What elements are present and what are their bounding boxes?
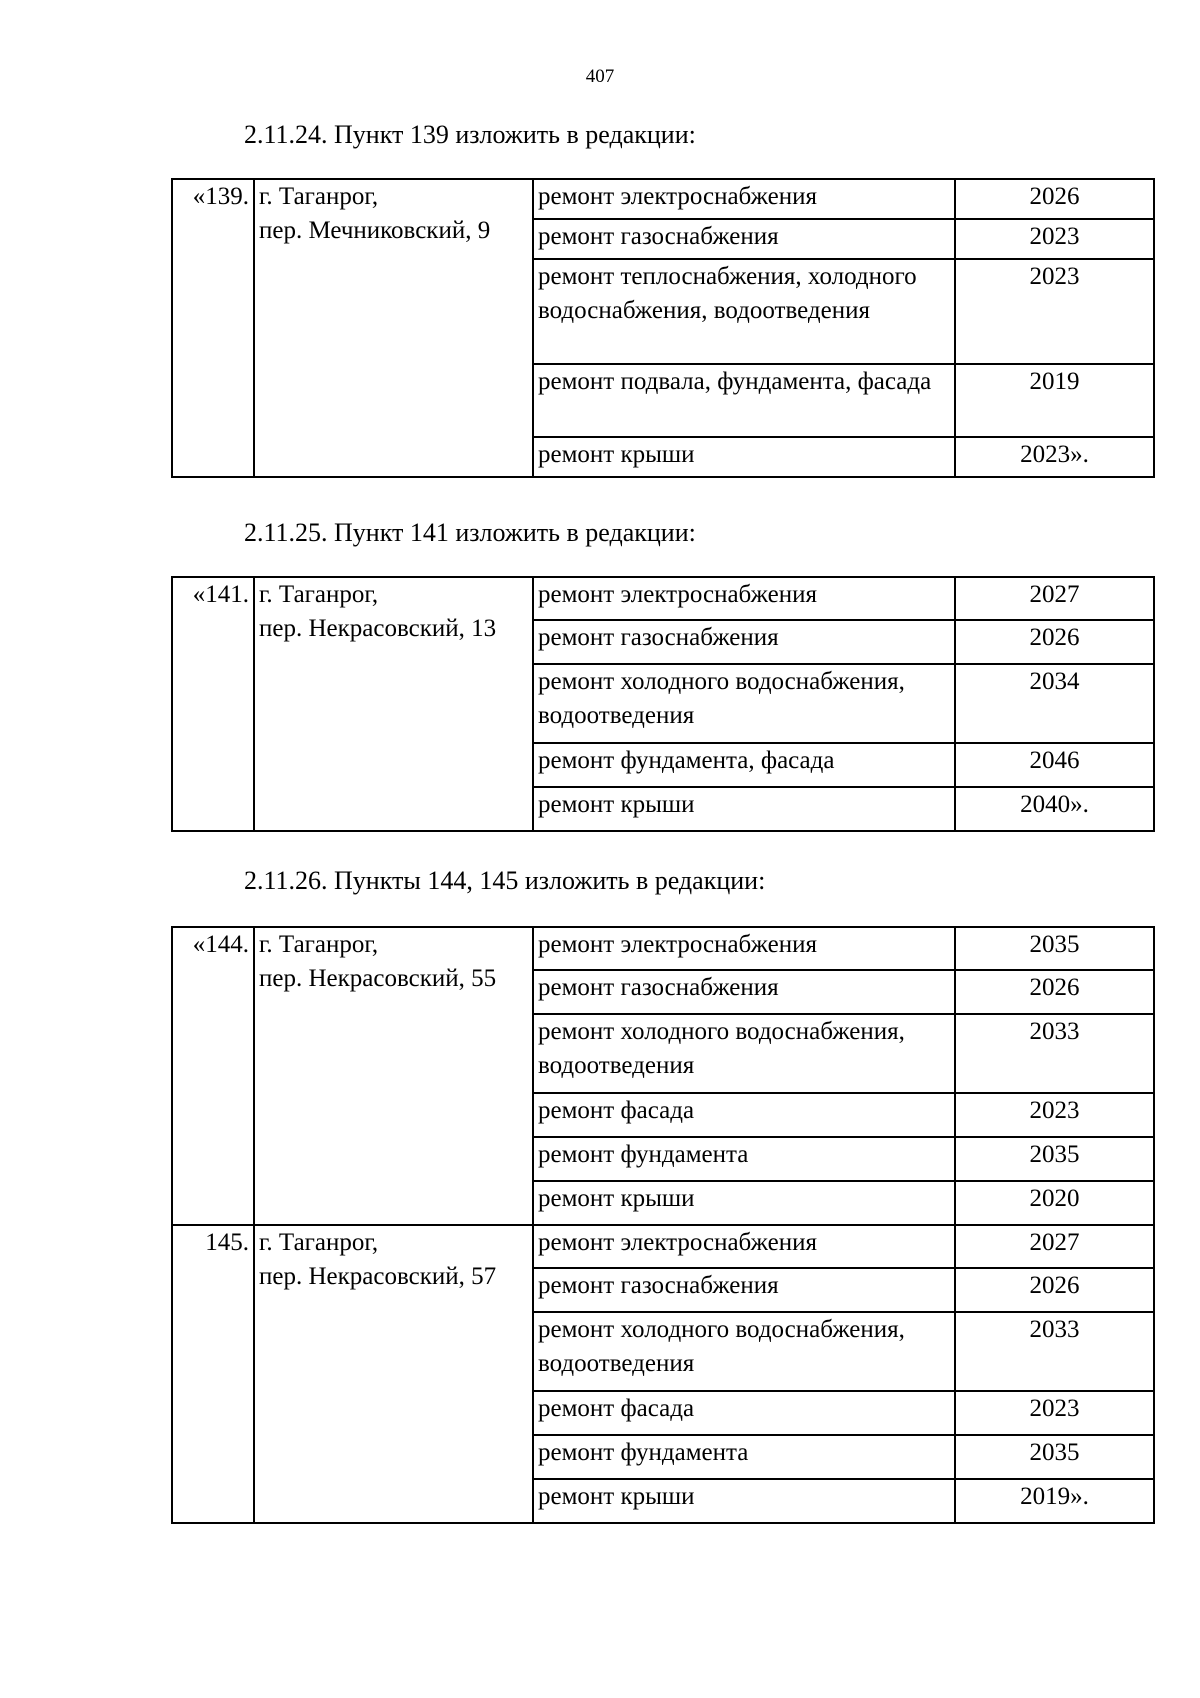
- item-number: «144.: [172, 927, 254, 1225]
- work-year: 2035: [955, 927, 1154, 970]
- work-name: ремонт газоснабжения: [533, 620, 955, 664]
- work-year: 2027: [955, 1225, 1154, 1268]
- work-year: 2023: [955, 1093, 1154, 1137]
- work-name: ремонт фасада: [533, 1391, 955, 1435]
- section-heading: 2.11.25. Пункт 141 изложить в редакции:: [244, 518, 696, 547]
- work-name: ремонт электроснабжения: [533, 1225, 955, 1268]
- work-year: 2033: [955, 1014, 1154, 1093]
- item-address: [254, 927, 533, 1225]
- work-year: 2046: [955, 743, 1154, 787]
- work-year: 2033: [955, 1312, 1154, 1391]
- work-name: ремонт холодного водоснабжения, водоотведения: [533, 664, 955, 743]
- work-year: 2023: [955, 259, 1154, 364]
- address-city: г. Таганрог,: [259, 1229, 379, 1256]
- address-street: пер. Некрасовский, 57: [259, 1263, 497, 1290]
- item-number: «139.: [172, 179, 254, 477]
- work-name: ремонт фундамента: [533, 1435, 955, 1479]
- section-heading: 2.11.24. Пункт 139 изложить в редакции:: [244, 120, 696, 149]
- work-name: ремонт электроснабжения: [533, 927, 955, 970]
- item-number: 145.: [172, 1225, 254, 1523]
- work-name: ремонт фундамента, фасада: [533, 743, 955, 787]
- work-name: ремонт крыши: [533, 1181, 955, 1225]
- work-year: 2034: [955, 664, 1154, 743]
- work-name: ремонт газоснабжения: [533, 219, 955, 259]
- work-year: 2026: [955, 970, 1154, 1014]
- work-year: 2040».: [955, 787, 1154, 831]
- work-name: ремонт газоснабжения: [533, 970, 955, 1014]
- work-name: ремонт газоснабжения: [533, 1268, 955, 1312]
- section-heading: 2.11.26. Пункты 144, 145 изложить в редакции:: [244, 866, 766, 895]
- item-address: [254, 179, 533, 477]
- work-name: ремонт крыши: [533, 1479, 955, 1523]
- work-year: 2035: [955, 1137, 1154, 1181]
- work-name: ремонт фасада: [533, 1093, 955, 1137]
- work-year: 2023».: [955, 437, 1154, 477]
- address-city: г. Таганрог,: [259, 183, 379, 210]
- work-name: ремонт холодного водоснабжения, водоотведения: [533, 1014, 955, 1093]
- work-name: ремонт фундамента: [533, 1137, 955, 1181]
- work-name: ремонт крыши: [533, 787, 955, 831]
- work-year: 2026: [955, 179, 1154, 219]
- works-table: [171, 926, 1155, 1524]
- work-year: 2019: [955, 364, 1154, 437]
- item-number: «141.: [172, 577, 254, 831]
- address-street: пер. Некрасовский, 55: [259, 965, 497, 992]
- item-address: [254, 577, 533, 831]
- address-city: г. Таганрог,: [259, 581, 379, 608]
- address-street: пер. Некрасовский, 13: [259, 615, 497, 642]
- work-name: ремонт холодного водоснабжения, водоотведения: [533, 1312, 955, 1391]
- works-table: [171, 576, 1155, 832]
- work-name: ремонт теплоснабжения, холодного водоснабжения, водоотведения: [533, 259, 955, 364]
- work-name: ремонт подвала, фундамента, фасада: [533, 364, 955, 437]
- works-table: [171, 178, 1155, 478]
- work-year: 2020: [955, 1181, 1154, 1225]
- work-year: 2019».: [955, 1479, 1154, 1523]
- work-year: 2026: [955, 1268, 1154, 1312]
- work-year: 2023: [955, 219, 1154, 259]
- work-year: 2027: [955, 577, 1154, 620]
- work-name: ремонт электроснабжения: [533, 577, 955, 620]
- work-name: ремонт крыши: [533, 437, 955, 477]
- work-year: 2026: [955, 620, 1154, 664]
- work-name: ремонт электроснабжения: [533, 179, 955, 219]
- address-city: г. Таганрог,: [259, 931, 379, 958]
- item-address: [254, 1225, 533, 1523]
- work-year: 2023: [955, 1391, 1154, 1435]
- work-year: 2035: [955, 1435, 1154, 1479]
- address-street: пер. Мечниковский, 9: [259, 217, 491, 244]
- page-number: 407: [585, 66, 615, 87]
